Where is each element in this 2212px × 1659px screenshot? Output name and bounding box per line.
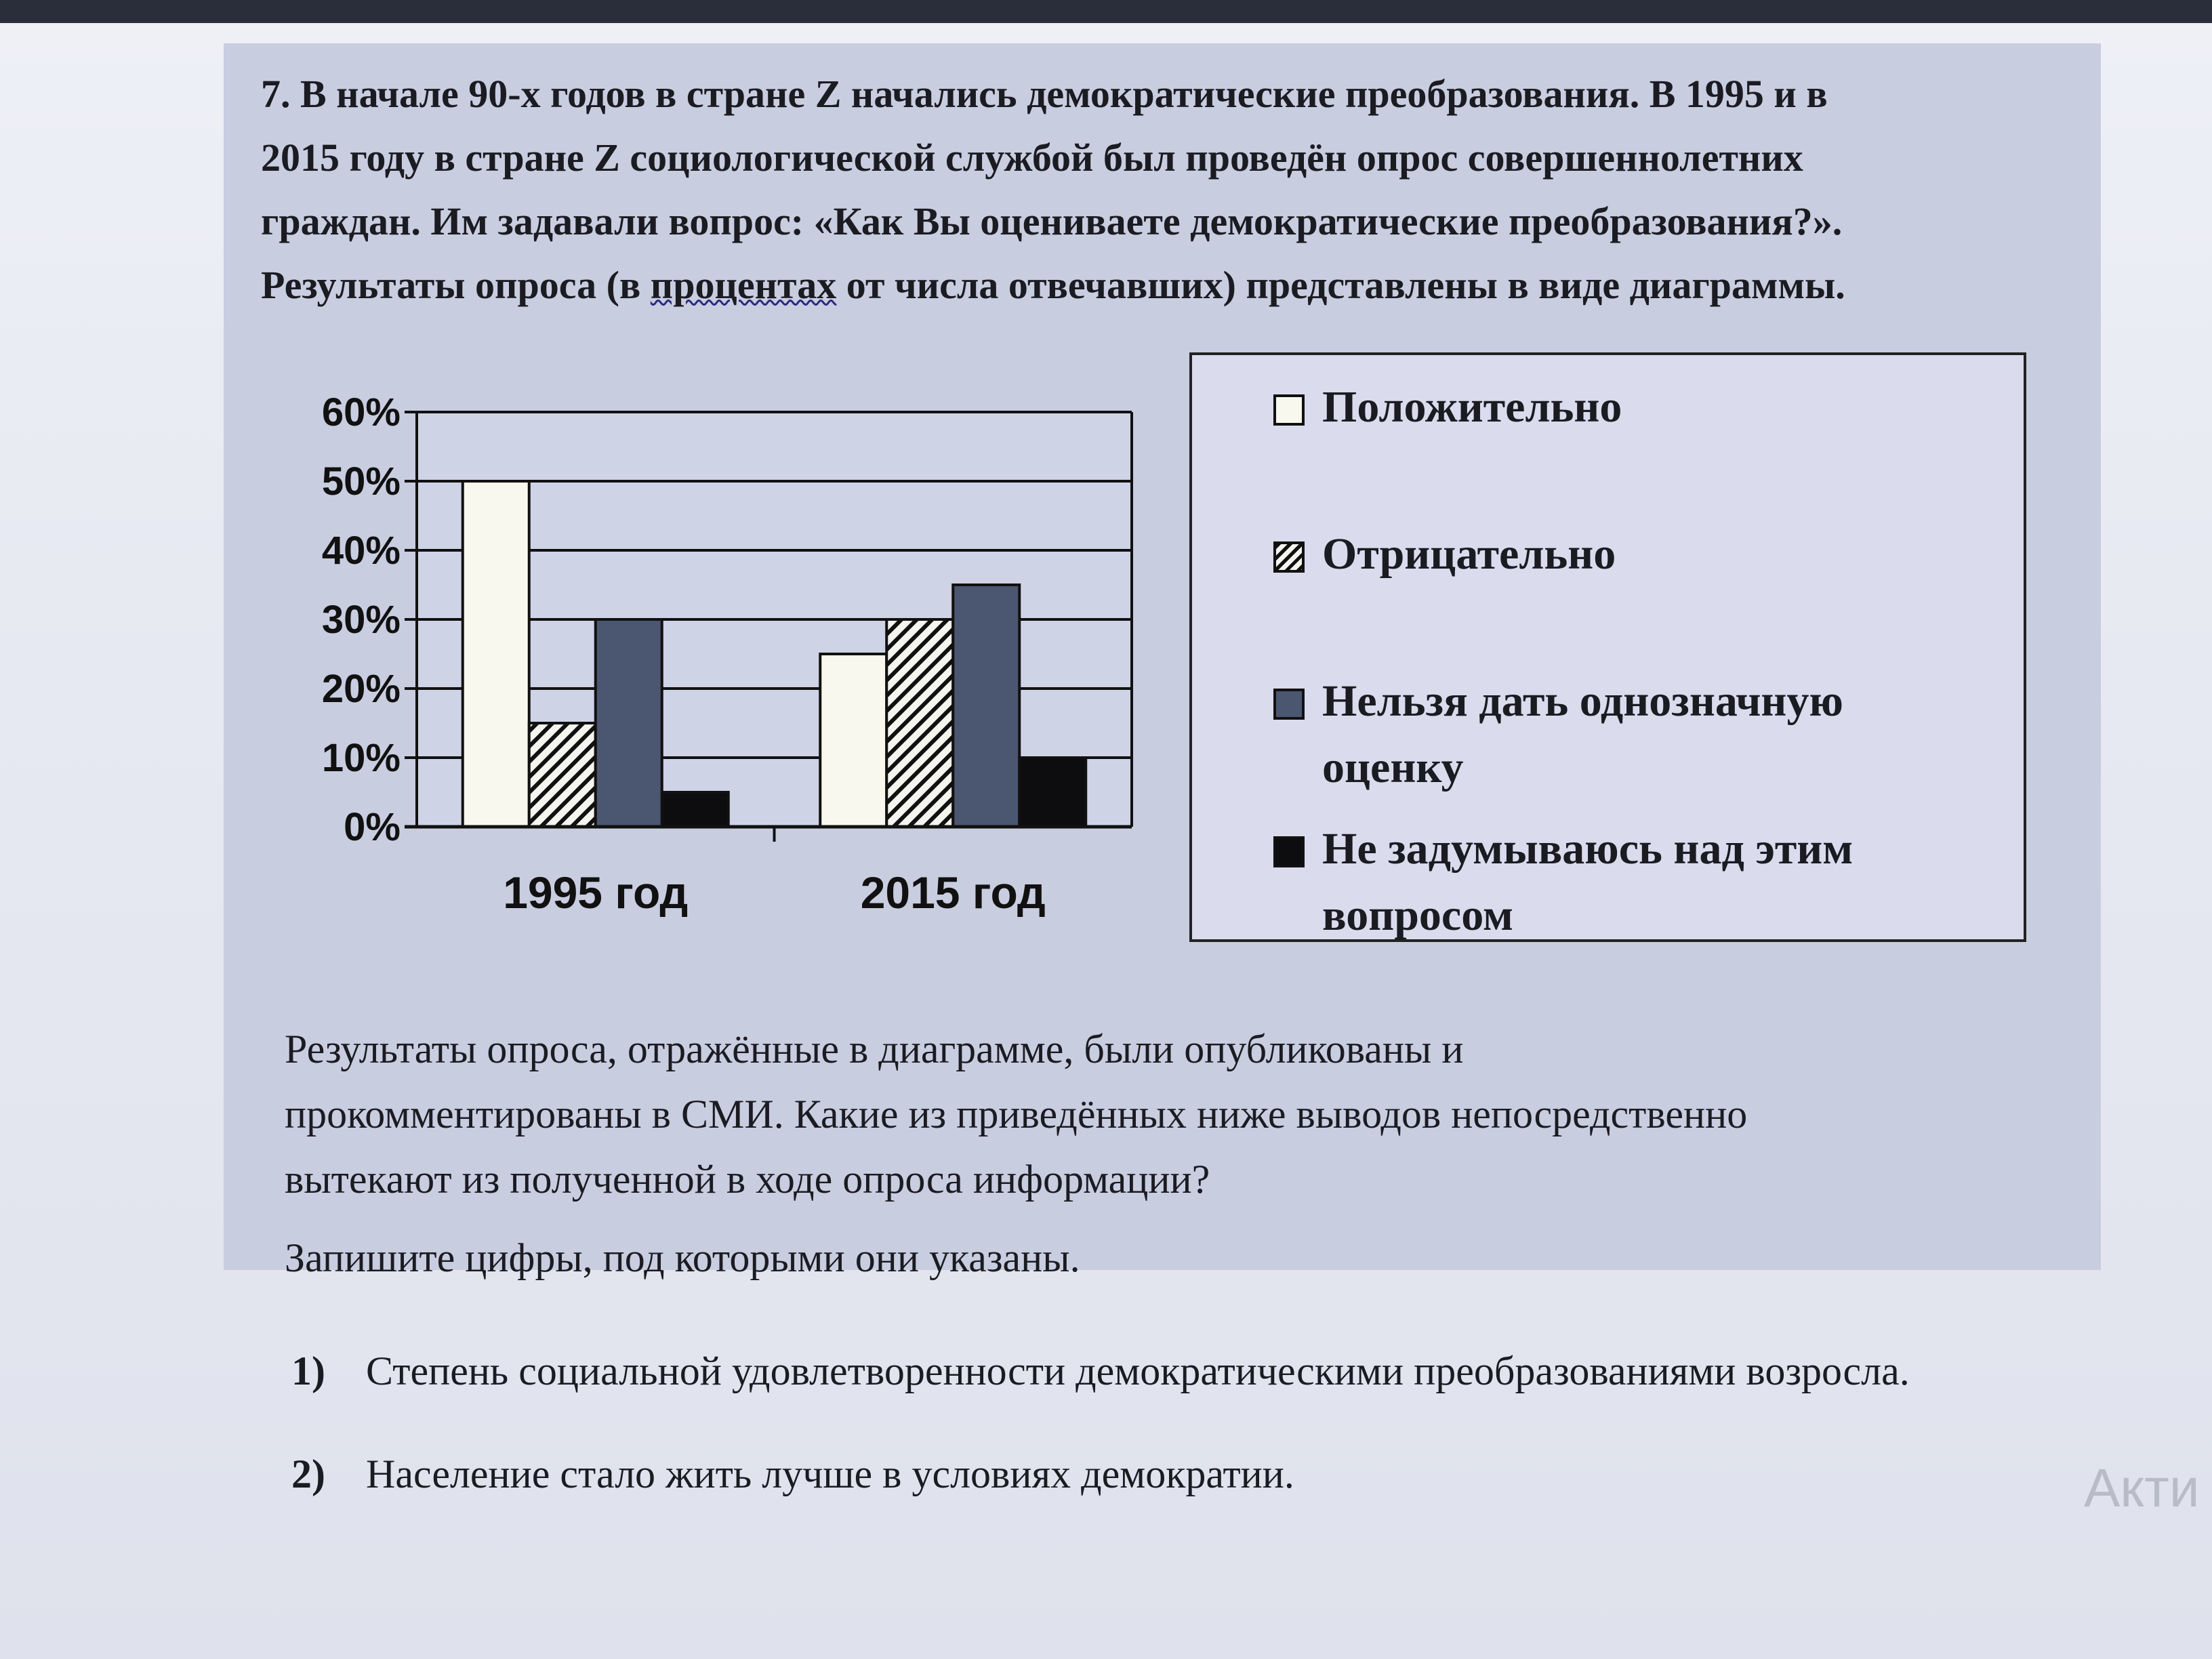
y-tick-label: 20% — [321, 667, 401, 711]
legend-item-positive: Положительно — [1273, 374, 2005, 441]
followup-text: Результаты опроса, отражённые в диаграмме, были опубликованы и прокомментированы в СМИ. Какие из приведённых ниже выводов непосредственно вытекают из полученной в ходе опроса информации? — [285, 1027, 1748, 1202]
y-tick-label: 10% — [321, 736, 401, 780]
legend-swatch-negative — [1273, 541, 1305, 573]
question-number: 7. — [261, 72, 291, 116]
y-tick-label: 0% — [344, 805, 401, 849]
spellcheck-underlined-word: процентах — [650, 263, 837, 307]
legend-item-uncertain: Нельзя дать однозначную оценку — [1273, 668, 2005, 801]
activation-watermark: Акти — [2084, 1458, 2200, 1518]
bar — [463, 481, 529, 827]
answer-option-2: 2) Население стало жить лучше в условиях демократии. — [291, 1452, 1294, 1496]
y-tick-label: 40% — [321, 529, 401, 573]
bar — [596, 619, 662, 827]
question-line-3: граждан. Им задавали вопрос: «Как Вы оцениваете демократические преобразования?». — [261, 199, 1843, 243]
bar — [529, 723, 596, 827]
bar — [820, 654, 886, 827]
legend-item-no-opinion: Не задумываюсь над этим вопросом — [1273, 816, 2005, 949]
bar — [953, 585, 1019, 827]
legend-swatch-positive — [1273, 394, 1305, 426]
chart-legend — [1189, 352, 2026, 942]
legend-swatch-no-opinion — [1273, 836, 1305, 867]
x-tick-label: 1995 год — [503, 867, 689, 918]
x-tick-label: 2015 год — [860, 867, 1046, 918]
bar — [1019, 758, 1086, 827]
question-line-2: 2015 году в стране Z социологической службой был проведён опрос совершеннолетних — [261, 136, 1803, 180]
y-tick-label: 50% — [321, 459, 401, 504]
legend-item-negative: Отрицательно — [1273, 521, 2005, 588]
bar — [662, 792, 729, 827]
y-tick-label: 60% — [321, 390, 401, 434]
instruction-text: Запишите цифры, под которыми они указаны. — [285, 1235, 1080, 1280]
question-line-1: 7. В начале 90-х годов в стране Z начались демократические преобразования. В 1995 и в — [261, 72, 1828, 116]
legend-swatch-uncertain — [1273, 689, 1305, 720]
question-line-4: Результаты опроса (в процентах от числа отвечавших) представлены в виде диаграммы. — [261, 263, 1845, 307]
answer-option-1: 1) Степень социальной удовлетворенности демократическими преобразованиями возросла. — [291, 1349, 1910, 1393]
y-tick-label: 30% — [321, 598, 401, 642]
bar — [886, 619, 953, 827]
